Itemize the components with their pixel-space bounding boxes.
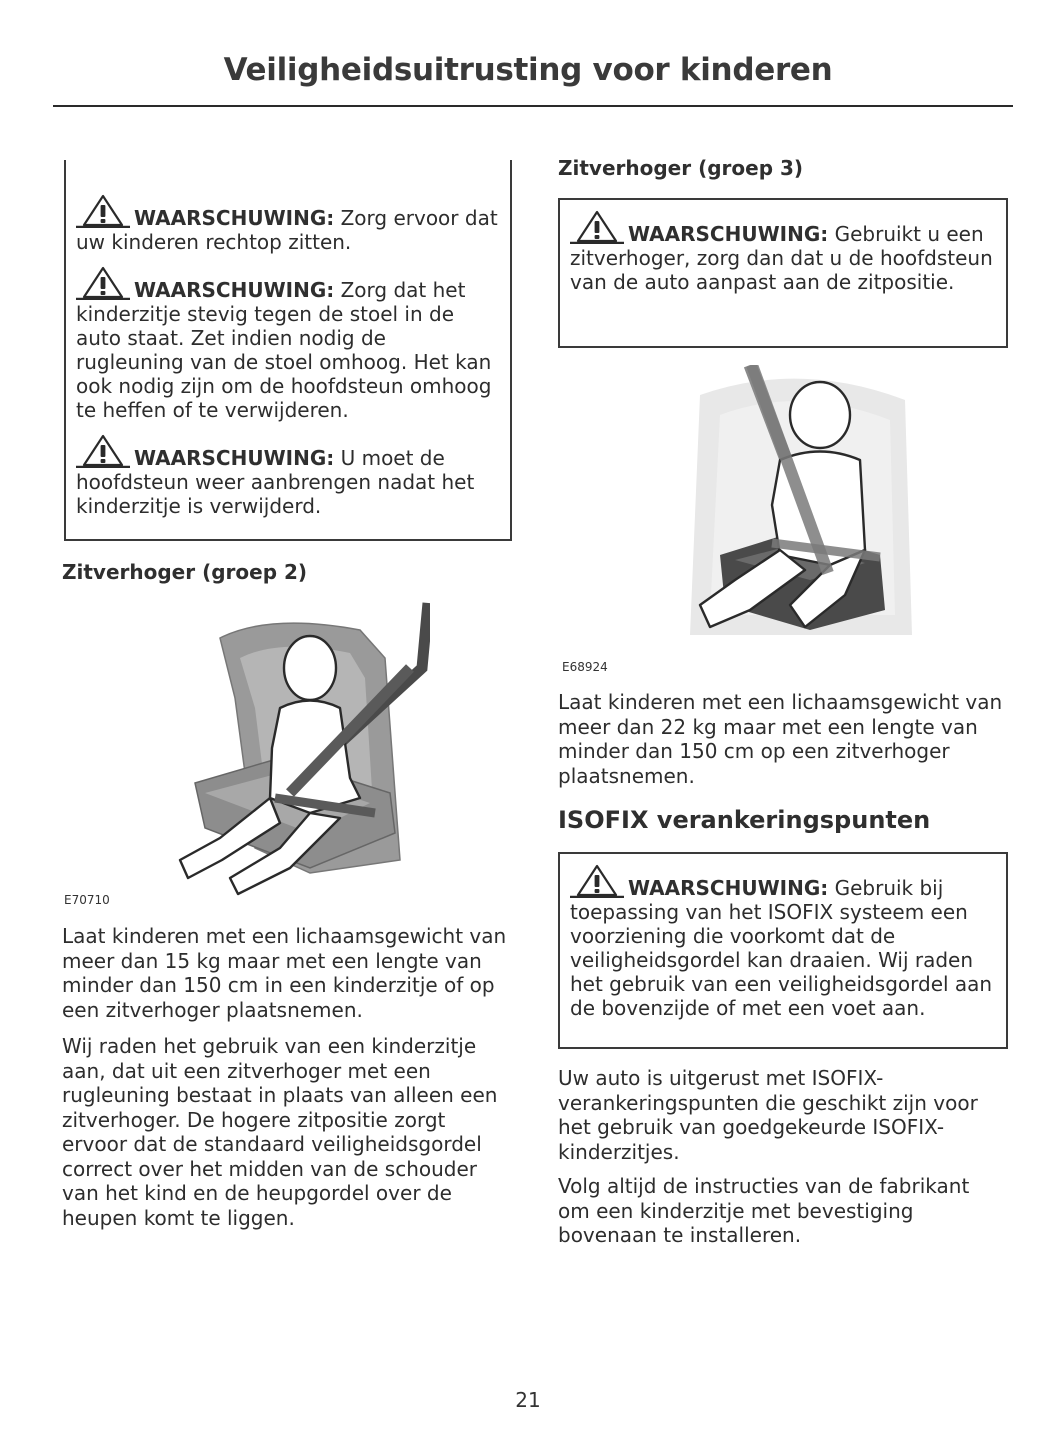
warning-label: WAARSCHUWING: [628, 222, 829, 246]
warning-box-left [64, 160, 512, 541]
warning-item [76, 194, 500, 254]
heading-group3: Zitverhoger (groep 3) [558, 156, 804, 180]
warning-triangle-icon [76, 194, 130, 228]
warning-item [76, 266, 500, 422]
heading-isofix: ISOFIX verankeringspunten [558, 806, 931, 834]
warning-item [76, 434, 500, 518]
figure-code: E70710 [64, 893, 110, 907]
warning-item [570, 864, 996, 1020]
warning-item [570, 210, 996, 294]
warning-label: WAARSCHUWING: [134, 278, 335, 302]
warning-text: Gebruikt u een zitverhoger, zorg dan dat u de hoofdsteun van de auto aanpast aan de zitpositie. [570, 222, 993, 294]
warning-triangle-icon [570, 210, 624, 244]
paragraph: Volg altijd de instructies van de fabrikant om een kinderzitje met bevestiging bovenaan te installeren. [558, 1174, 970, 1247]
warning-text: Zorg ervoor dat uw kinderen rechtop zitten. [76, 206, 498, 254]
paragraph: Uw auto is uitgerust met ISOFIX-verankeringspunten die geschikt zijn voor het gebruik van goedgekeurde ISOFIX-kinderzitjes. [558, 1066, 978, 1164]
warning-triangle-icon [570, 864, 624, 898]
paragraph: Wij raden het gebruik van een kinderzitje aan, dat uit een zitverhoger met een rugleuning bestaat in plaats van alleen een zitverhoger. De hogere zitpositie zorgt ervoor dat de standaard veiligheidsgordel correct over het midden van de schouder van het kind en de heupgordel over de heupen komt te liggen. [62, 1034, 498, 1230]
paragraph: Laat kinderen met een lichaamsgewicht van meer dan 15 kg maar met een lengte van minder dan 150 cm in een kinderzitje of op een zitverhoger plaatsnemen. [62, 924, 507, 1022]
warning-triangle-icon [76, 266, 130, 300]
page-title: Veiligheidsuitrusting voor kinderen [223, 52, 833, 88]
booster-seat-with-back-illustration [160, 598, 430, 898]
heading-group2: Zitverhoger (groep 2) [62, 560, 308, 584]
warning-label: WAARSCHUWING: [134, 446, 335, 470]
warning-triangle-icon [76, 434, 130, 468]
warning-label: WAARSCHUWING: [628, 876, 829, 900]
warning-label: WAARSCHUWING: [134, 206, 335, 230]
booster-seat-no-back-illustration [680, 365, 920, 655]
page-number: 21 [515, 1388, 541, 1412]
paragraph: Laat kinderen met een lichaamsgewicht van meer dan 22 kg maar met een lengte van minder dan 150 cm op een zitverhoger plaatsnemen. [558, 690, 1003, 788]
warning-box-isofix [558, 852, 1008, 1049]
warning-box-group3 [558, 198, 1008, 348]
warning-text: Gebruik bij toepassing van het ISOFIX systeem een voorziening die voorkomt dat de veiligheidsgordel kan draaien. Wij raden het gebruik van een veiligheidsgordel aan de bovenzijde of met een voet aan. [570, 876, 993, 1020]
figure-code: E68924 [562, 660, 608, 674]
warning-text: U moet de hoofdsteun weer aanbrengen nadat het kinderzitje is verwijderd. [76, 446, 475, 518]
title-rule [53, 105, 1013, 107]
warning-text: Zorg dat het kinderzitje stevig tegen de stoel in de auto staat. Zet indien nodig de rugleuning van de stoel omhoog. Het kan ook nodig zijn om de hoofdsteun omhoog te heffen of te verwijderen. [76, 278, 492, 422]
